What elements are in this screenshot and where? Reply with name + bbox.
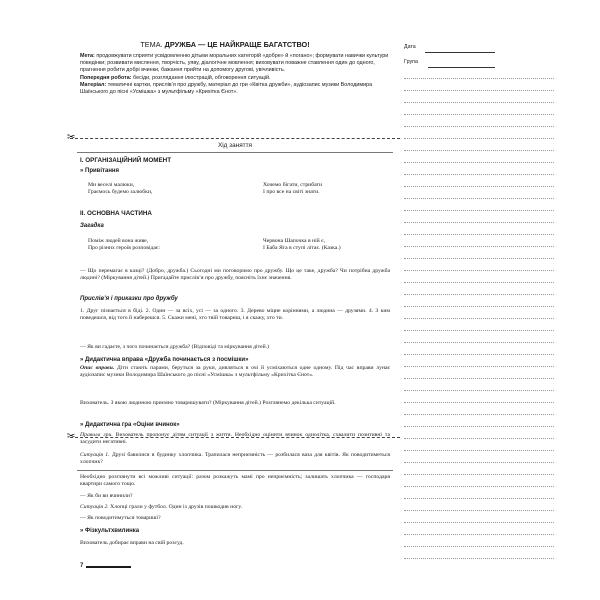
teacher-question: Вихователь. З якою людиною приємно товаришувати? (Міркування дітей.) Розглянемо декілька ситуацій. <box>80 400 336 406</box>
note-line <box>404 402 554 403</box>
fizkult-title: Фізкультхвилинка <box>85 528 140 534</box>
poem-1-left <box>88 182 152 196</box>
poem-2-left <box>88 238 160 252</box>
note-line <box>404 354 554 355</box>
note-line <box>404 114 554 115</box>
note-line <box>404 342 554 343</box>
cut-line-top <box>70 138 400 139</box>
note-line <box>404 102 554 103</box>
note-line <box>404 138 554 139</box>
divider <box>77 152 393 153</box>
poem-line: Хочемо бігати, стрибати <box>263 182 323 188</box>
prep-paragraph <box>80 75 390 82</box>
material-text: тематичні картки, прислів’я про дружбу, матеріал до гри «Квітка дружби», аудіозапис музики Володимира Шаїнського до пісні «Усмішка» з мультфільму «Крихітка Єнот». <box>80 81 373 96</box>
note-line <box>404 78 554 79</box>
question-3: — Як би ви вчинили? <box>80 493 133 499</box>
note-line <box>404 378 554 379</box>
goal-text: продовжувати сприяти усвідомленню дітьми моральних категорій «добре» й «погано»; формувати навички культури поведінки; розвивати мислення, творчість, уяву, діалогічне мовлення; виховувати поважне ставлення один до одного, прагнення робити добрі вчинки, бажання прийти на допомогу другові, увічливість. <box>80 53 389 74</box>
poem-line: Поміж людей вона живе, <box>88 238 149 244</box>
note-line <box>404 450 554 451</box>
lesson-heading: Хід заняття <box>218 142 252 149</box>
poem-1-right <box>263 182 322 196</box>
exercise-heading: » Дидактична вправа «Дружба починається з посмішки» <box>80 357 249 363</box>
situation-2 <box>80 504 390 511</box>
note-line <box>404 258 554 259</box>
note-line <box>404 174 554 175</box>
scissors-icon: ✂ <box>67 132 76 143</box>
note-line <box>404 246 554 247</box>
note-line <box>404 318 554 319</box>
note-line <box>404 546 554 547</box>
fizkult-text: Вихователь добирає вправи на свій розсуд. <box>80 540 184 546</box>
material-label: Матеріал: <box>80 81 107 88</box>
poem-line: Ми веселі малюки, <box>88 182 135 188</box>
note-line <box>404 270 554 271</box>
note-line <box>404 126 554 127</box>
note-line <box>404 198 554 199</box>
question-4: — Як поводитимуться товариші? <box>80 515 161 521</box>
note-line <box>404 294 554 295</box>
poem-line: І Баба Яга в ступі літає. (Казка.) <box>263 245 341 252</box>
question-1: — Що перемагає в казці? (Добро, дружба.) Сьогодні ми поговоримо про дружбу. Що це таке, дружба? Чи потрібна дружба людині? (Міркування дітей.) Пригадайте прислів’я про дружбу, поясніть їхнє значення. <box>80 268 390 282</box>
game-rules <box>80 432 390 446</box>
note-line <box>404 90 554 91</box>
situation-2-label: Ситуація 2. <box>80 504 109 510</box>
poem-2-right <box>263 238 341 252</box>
poem-line: Червона Шапочка в ній є, <box>263 238 326 244</box>
poem-line: Граємось будемо залюбки, <box>88 189 153 196</box>
note-line <box>404 558 554 559</box>
poem-line: І про все на світі знати. <box>263 189 320 196</box>
exercise-description <box>80 365 390 379</box>
note-line <box>404 474 554 475</box>
goal-paragraph <box>80 53 390 75</box>
divider <box>77 470 393 471</box>
note-line <box>404 330 554 331</box>
note-line <box>404 414 554 415</box>
note-line <box>404 486 554 487</box>
greeting-heading: » Привітання <box>80 168 120 174</box>
rules-label: Правила гри. <box>80 432 113 438</box>
topic-title <box>60 40 390 49</box>
note-line <box>404 522 554 523</box>
topic-text: ДРУЖБА — ЦЕ НАЙКРАЩЕ БАГАТСТВО! <box>164 40 310 49</box>
lesson-header <box>80 40 390 96</box>
note-line <box>404 234 554 235</box>
situation-1 <box>80 452 390 466</box>
situation-1-text: Друзі бавилися в будинку хлопчика. Трапилася неприємність — розбилася ваза для квітів. Як поводитиметься хлопчик? <box>80 452 390 466</box>
note-line <box>404 150 554 151</box>
game-title: Дидактична гра «Оціни вчинок» <box>85 422 180 428</box>
note-line <box>404 510 554 511</box>
note-line <box>404 390 554 391</box>
situation-1-solution: Необхідно розглянути всі можливі ситуації: разом розкажуть мамі про неприємність; залишать хлопчика — господаря квартири самого тощо. <box>80 474 390 488</box>
game-heading: » Дидактична гра «Оціни вчинок» <box>80 422 180 428</box>
scissors-icon: ✂ <box>67 431 76 442</box>
riddle-heading: Загадка <box>80 223 104 229</box>
prep-label: Попередня робота: <box>80 74 132 81</box>
rules-text: Вихователь пропонує дітям ситуації з життя. Необхідно оцінити вчинок однолітка, схвалити позитивні та засудити негативні. <box>80 432 391 446</box>
proverbs-text: 1. Друг пізнається в біді. 2. Один — за всіх, усі — за одного. 3. Дерево міцне коріннями, а людина — друзями. 4. З ким поведешся, від того й наберешся. 5. Скажи мені, хто твій товариш, і я скажу, хто ти. <box>80 308 390 322</box>
fizkult-heading: » Фізкультхвилинка <box>80 528 140 534</box>
proverbs-heading: Прислів’я і приказки про дружбу <box>80 296 178 302</box>
exercise-title: Дидактична вправа «Дружба починається з посмішки» <box>85 357 249 363</box>
section-2-heading: ІІ. ОСНОВНА ЧАСТИНА <box>80 210 152 217</box>
page-number: 7 <box>80 563 84 569</box>
note-line <box>404 462 554 463</box>
goal-label: Мета: <box>80 53 95 59</box>
note-line <box>404 186 554 187</box>
date-line[interactable] <box>425 52 495 53</box>
note-line <box>404 222 554 223</box>
question-2: — Як ви гадаєте, з чого починається дружба? (Відповіді та міркування дітей.) <box>80 344 269 350</box>
exercise-desc-label: Опис вправи. <box>80 365 115 371</box>
note-line <box>404 282 554 283</box>
page-number-bar <box>86 566 131 568</box>
note-line <box>404 366 554 367</box>
date-label: Дата <box>404 44 416 50</box>
greeting-label: Привітання <box>85 168 120 174</box>
exercise-desc-text: Діти стають парами, беруться за руки, дивляться в очі й усміхаються одне одному. Під час вправи лунає аудіозапис музики Володимира Шаїнського до пісні «Усмішка» з мультфільму «Крихітка Єнот». <box>80 365 390 379</box>
note-line <box>404 162 554 163</box>
situation-1-label: Ситуація 1. <box>80 452 110 458</box>
note-line <box>404 498 554 499</box>
group-line[interactable] <box>428 67 495 68</box>
prep-text: бесіди, розглядання ілюстрацій, обговорення ситуацій. <box>133 74 271 81</box>
note-line <box>404 438 554 439</box>
group-label: Група <box>404 59 418 65</box>
situation-2-text: Хлопці грали у футбол. Один із друзів пошкодив ногу. <box>110 504 243 510</box>
section-1-heading: І. ОРГАНІЗАЦІЙНИЙ МОМЕНТ <box>80 157 172 164</box>
note-line <box>404 426 554 427</box>
material-paragraph <box>80 82 390 96</box>
poem-line: Про різних героїв розповідає: <box>88 245 160 252</box>
topic-prefix: ТЕМА. <box>140 40 163 49</box>
note-line <box>404 306 554 307</box>
note-line <box>404 210 554 211</box>
note-line <box>404 534 554 535</box>
